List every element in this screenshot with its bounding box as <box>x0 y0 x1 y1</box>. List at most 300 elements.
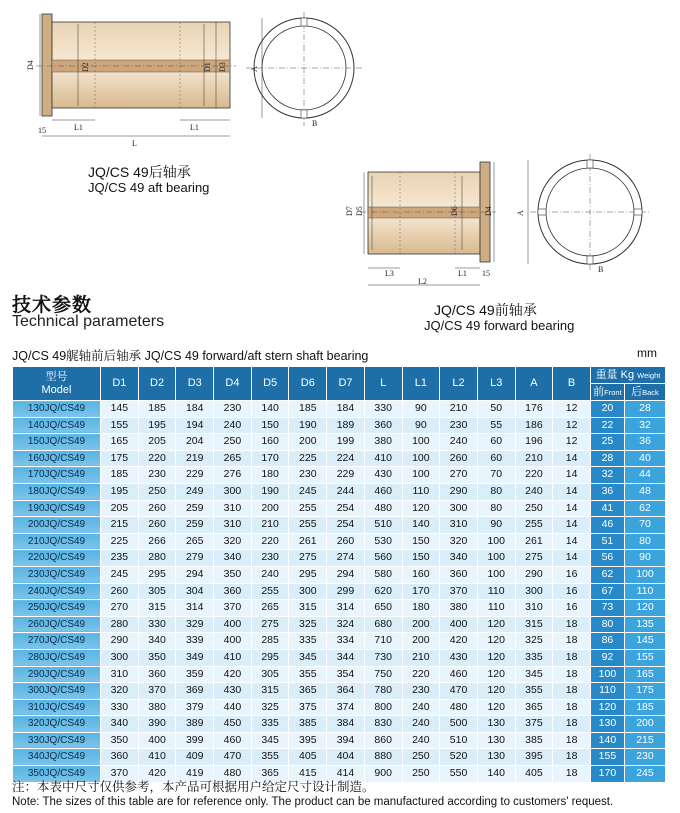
value-cell: 460 <box>214 732 252 749</box>
value-cell: 300 <box>214 483 252 500</box>
table-row <box>13 550 666 567</box>
value-cell: 409 <box>176 749 214 766</box>
weight-back-cell: 245 <box>624 766 665 783</box>
value-cell: 120 <box>477 683 515 700</box>
value-cell: 395 <box>515 749 553 766</box>
weight-back-cell: 70 <box>624 517 665 534</box>
fwd-label-l3: L3 <box>385 269 394 278</box>
value-cell: 580 <box>364 566 402 583</box>
value-cell: 340 <box>101 716 139 733</box>
value-cell: 195 <box>101 483 139 500</box>
note-en: Note: The sizes of this table are for reference only. The product can be manufactured according to customers' request. <box>12 796 614 808</box>
value-cell: 290 <box>440 483 478 500</box>
value-cell: 390 <box>138 716 176 733</box>
value-cell: 325 <box>515 633 553 650</box>
value-cell: 265 <box>214 450 252 467</box>
value-cell: 130 <box>477 749 515 766</box>
value-cell: 229 <box>327 467 365 484</box>
value-cell: 100 <box>477 533 515 550</box>
value-cell: 295 <box>289 566 327 583</box>
value-cell: 140 <box>477 766 515 783</box>
value-cell: 100 <box>402 450 440 467</box>
value-cell: 160 <box>251 434 289 451</box>
value-cell: 18 <box>553 616 591 633</box>
value-cell: 260 <box>101 583 139 600</box>
value-cell: 210 <box>440 401 478 418</box>
value-cell: 12 <box>553 401 591 418</box>
header-col: L <box>364 367 402 401</box>
value-cell: 320 <box>214 533 252 550</box>
value-cell: 389 <box>176 716 214 733</box>
value-cell: 261 <box>289 533 327 550</box>
value-cell: 329 <box>176 616 214 633</box>
header-col: D4 <box>214 367 252 401</box>
value-cell: 354 <box>327 666 365 683</box>
table-row <box>13 716 666 733</box>
value-cell: 196 <box>515 434 553 451</box>
value-cell: 249 <box>176 483 214 500</box>
value-cell: 130 <box>477 716 515 733</box>
value-cell: 240 <box>515 483 553 500</box>
value-cell: 240 <box>402 716 440 733</box>
value-cell: 220 <box>515 467 553 484</box>
value-cell: 150 <box>402 533 440 550</box>
value-cell: 185 <box>289 401 327 418</box>
aft-label-d4: D4 <box>26 60 35 70</box>
value-cell: 550 <box>440 766 478 783</box>
value-cell: 305 <box>251 666 289 683</box>
value-cell: 400 <box>214 633 252 650</box>
value-cell: 140 <box>402 517 440 534</box>
value-cell: 334 <box>327 633 365 650</box>
value-cell: 420 <box>138 766 176 783</box>
value-cell: 120 <box>402 500 440 517</box>
value-cell: 18 <box>553 732 591 749</box>
header-col: D6 <box>289 367 327 401</box>
value-cell: 170 <box>251 450 289 467</box>
value-cell: 295 <box>251 649 289 666</box>
value-cell: 18 <box>553 716 591 733</box>
value-cell: 345 <box>515 666 553 683</box>
aft-label-d2: D2 <box>81 62 90 72</box>
value-cell: 266 <box>138 533 176 550</box>
value-cell: 315 <box>138 600 176 617</box>
value-cell: 245 <box>289 483 327 500</box>
value-cell: 270 <box>440 467 478 484</box>
value-cell: 200 <box>402 616 440 633</box>
value-cell: 18 <box>553 749 591 766</box>
value-cell: 430 <box>440 649 478 666</box>
value-cell: 204 <box>176 434 214 451</box>
value-cell: 350 <box>138 649 176 666</box>
value-cell: 255 <box>289 500 327 517</box>
value-cell: 380 <box>440 600 478 617</box>
value-cell: 220 <box>402 666 440 683</box>
table-title: JQ/CS 49艉轴前后轴承 JQ/CS 49 forward/aft stern shaft bearing <box>12 349 369 363</box>
value-cell: 510 <box>440 732 478 749</box>
value-cell: 150 <box>402 550 440 567</box>
table-row <box>13 566 666 583</box>
aft-caption-en: JQ/CS 49 aft bearing <box>88 180 210 195</box>
value-cell: 364 <box>327 683 365 700</box>
weight-back-cell: 36 <box>624 434 665 451</box>
model-cell: 240JQ/CS49 <box>13 583 101 600</box>
header-back <box>624 384 665 401</box>
value-cell: 480 <box>214 766 252 783</box>
weight-back-cell: 100 <box>624 566 665 583</box>
value-cell: 415 <box>289 766 327 783</box>
model-cell: 190JQ/CS49 <box>13 500 101 517</box>
model-cell: 130JQ/CS49 <box>13 401 101 418</box>
value-cell: 210 <box>515 450 553 467</box>
value-cell: 185 <box>138 401 176 418</box>
header-model-en: Model <box>41 383 72 396</box>
table-row <box>13 649 666 666</box>
value-cell: 375 <box>289 699 327 716</box>
weight-front-cell: 41 <box>590 500 624 517</box>
value-cell: 14 <box>553 550 591 567</box>
weight-front-cell: 67 <box>590 583 624 600</box>
weight-back-cell: 80 <box>624 533 665 550</box>
value-cell: 194 <box>176 417 214 434</box>
weight-front-cell: 130 <box>590 716 624 733</box>
value-cell: 295 <box>138 566 176 583</box>
value-cell: 310 <box>214 517 252 534</box>
model-cell: 160JQ/CS49 <box>13 450 101 467</box>
header-col: B <box>553 367 591 401</box>
value-cell: 320 <box>440 533 478 550</box>
value-cell: 430 <box>214 683 252 700</box>
table-row <box>13 683 666 700</box>
value-cell: 310 <box>440 517 478 534</box>
forward-caption-cn: JQ/CS 49前轴承 <box>434 302 537 318</box>
header-model <box>13 367 101 401</box>
table-row <box>13 583 666 600</box>
value-cell: 330 <box>364 401 402 418</box>
value-cell: 190 <box>251 483 289 500</box>
value-cell: 200 <box>251 500 289 517</box>
value-cell: 175 <box>101 450 139 467</box>
table-row <box>13 401 666 418</box>
value-cell: 16 <box>553 583 591 600</box>
value-cell: 349 <box>176 649 214 666</box>
value-cell: 410 <box>214 649 252 666</box>
weight-back-cell: 40 <box>624 450 665 467</box>
value-cell: 180 <box>251 467 289 484</box>
weight-front-cell: 110 <box>590 683 624 700</box>
value-cell: 300 <box>289 583 327 600</box>
value-cell: 240 <box>440 434 478 451</box>
header-col: D7 <box>327 367 365 401</box>
value-cell: 274 <box>327 550 365 567</box>
value-cell: 470 <box>440 683 478 700</box>
value-cell: 254 <box>327 517 365 534</box>
value-cell: 270 <box>101 600 139 617</box>
section-title-en: Technical parameters <box>12 313 165 330</box>
header-col: A <box>515 367 553 401</box>
value-cell: 80 <box>477 500 515 517</box>
model-cell: 140JQ/CS49 <box>13 417 101 434</box>
value-cell: 12 <box>553 434 591 451</box>
value-cell: 320 <box>101 683 139 700</box>
table-row <box>13 434 666 451</box>
aft-label-l1-left: L1 <box>74 123 83 132</box>
value-cell: 379 <box>176 699 214 716</box>
value-cell: 220 <box>138 450 176 467</box>
value-cell: 294 <box>176 566 214 583</box>
value-cell: 224 <box>327 450 365 467</box>
model-cell: 320JQ/CS49 <box>13 716 101 733</box>
value-cell: 199 <box>327 434 365 451</box>
weight-back-cell: 90 <box>624 550 665 567</box>
value-cell: 384 <box>327 716 365 733</box>
model-cell: 270JQ/CS49 <box>13 633 101 650</box>
value-cell: 380 <box>138 699 176 716</box>
value-cell: 50 <box>477 401 515 418</box>
weight-back-cell: 62 <box>624 500 665 517</box>
value-cell: 176 <box>515 401 553 418</box>
value-cell: 120 <box>477 633 515 650</box>
value-cell: 260 <box>138 500 176 517</box>
spec-table-body <box>13 401 666 783</box>
value-cell: 365 <box>251 766 289 783</box>
value-cell: 410 <box>138 749 176 766</box>
value-cell: 414 <box>327 766 365 783</box>
value-cell: 255 <box>251 583 289 600</box>
value-cell: 16 <box>553 600 591 617</box>
value-cell: 230 <box>138 467 176 484</box>
weight-front-cell: 62 <box>590 566 624 583</box>
value-cell: 860 <box>364 732 402 749</box>
fwd-label-l1: L1 <box>458 269 467 278</box>
value-cell: 300 <box>101 649 139 666</box>
value-cell: 60 <box>477 434 515 451</box>
value-cell: 365 <box>289 683 327 700</box>
value-cell: 405 <box>289 749 327 766</box>
value-cell: 100 <box>402 434 440 451</box>
table-row <box>13 517 666 534</box>
weight-front-cell: 120 <box>590 699 624 716</box>
table-row <box>13 616 666 633</box>
value-cell: 190 <box>289 417 327 434</box>
value-cell: 110 <box>477 583 515 600</box>
value-cell: 430 <box>364 467 402 484</box>
value-cell: 205 <box>101 500 139 517</box>
value-cell: 184 <box>176 401 214 418</box>
model-cell: 310JQ/CS49 <box>13 699 101 716</box>
value-cell: 340 <box>138 633 176 650</box>
value-cell: 229 <box>176 467 214 484</box>
value-cell: 400 <box>440 616 478 633</box>
value-cell: 205 <box>138 434 176 451</box>
weight-back-cell: 28 <box>624 401 665 418</box>
value-cell: 250 <box>515 500 553 517</box>
table-row <box>13 483 666 500</box>
weight-back-cell: 32 <box>624 417 665 434</box>
fwd-label-a: A <box>516 210 525 216</box>
weight-front-cell: 92 <box>590 649 624 666</box>
spec-table <box>12 366 666 783</box>
value-cell: 350 <box>214 566 252 583</box>
value-cell: 420 <box>214 666 252 683</box>
table-row <box>13 732 666 749</box>
value-cell: 230 <box>289 467 327 484</box>
value-cell: 230 <box>440 417 478 434</box>
model-cell: 180JQ/CS49 <box>13 483 101 500</box>
value-cell: 55 <box>477 417 515 434</box>
value-cell: 186 <box>515 417 553 434</box>
value-cell: 280 <box>101 616 139 633</box>
value-cell: 90 <box>402 417 440 434</box>
value-cell: 225 <box>101 533 139 550</box>
weight-back-cell: 155 <box>624 649 665 666</box>
value-cell: 200 <box>402 633 440 650</box>
value-cell: 900 <box>364 766 402 783</box>
weight-back-cell: 135 <box>624 616 665 633</box>
value-cell: 110 <box>402 483 440 500</box>
value-cell: 370 <box>101 766 139 783</box>
value-cell: 250 <box>214 434 252 451</box>
value-cell: 405 <box>515 766 553 783</box>
value-cell: 400 <box>138 732 176 749</box>
value-cell: 375 <box>515 716 553 733</box>
value-cell: 255 <box>515 517 553 534</box>
value-cell: 240 <box>402 732 440 749</box>
value-cell: 12 <box>553 417 591 434</box>
value-cell: 340 <box>214 550 252 567</box>
weight-front-cell: 20 <box>590 401 624 418</box>
value-cell: 14 <box>553 517 591 534</box>
value-cell: 250 <box>402 749 440 766</box>
aft-label-b: B <box>312 119 318 128</box>
value-cell: 265 <box>251 600 289 617</box>
header-back-en: Back <box>642 387 659 397</box>
value-cell: 620 <box>364 583 402 600</box>
value-cell: 335 <box>289 633 327 650</box>
value-cell: 18 <box>553 666 591 683</box>
note-cn: 注：本表中尺寸仅供参考，本产品可根据用户给定尺寸设计制造。 <box>12 780 375 794</box>
value-cell: 380 <box>364 434 402 451</box>
aft-caption-cn: JQ/CS 49后轴承 <box>88 164 191 180</box>
weight-front-cell: 22 <box>590 417 624 434</box>
weight-back-cell: 200 <box>624 716 665 733</box>
aft-bearing-side-view <box>26 14 236 148</box>
value-cell: 275 <box>515 550 553 567</box>
aft-label-l: L <box>132 139 137 148</box>
model-cell: 250JQ/CS49 <box>13 600 101 617</box>
value-cell: 330 <box>101 699 139 716</box>
value-cell: 399 <box>176 732 214 749</box>
value-cell: 100 <box>477 550 515 567</box>
value-cell: 360 <box>364 417 402 434</box>
forward-bearing-side-view <box>345 162 496 286</box>
value-cell: 750 <box>364 666 402 683</box>
weight-back-cell: 145 <box>624 633 665 650</box>
value-cell: 170 <box>402 583 440 600</box>
value-cell: 120 <box>477 616 515 633</box>
value-cell: 385 <box>289 716 327 733</box>
header-front <box>590 384 624 401</box>
value-cell: 374 <box>327 699 365 716</box>
section-title-cn: 技术参数 <box>12 295 93 316</box>
value-cell: 240 <box>251 566 289 583</box>
value-cell: 189 <box>327 417 365 434</box>
value-cell: 145 <box>101 401 139 418</box>
value-cell: 299 <box>327 583 365 600</box>
value-cell: 530 <box>364 533 402 550</box>
value-cell: 120 <box>477 649 515 666</box>
value-cell: 200 <box>289 434 327 451</box>
table-row <box>13 467 666 484</box>
value-cell: 220 <box>251 533 289 550</box>
model-cell: 230JQ/CS49 <box>13 566 101 583</box>
header-col: D3 <box>176 367 214 401</box>
table-row <box>13 600 666 617</box>
value-cell: 254 <box>327 500 365 517</box>
value-cell: 410 <box>364 450 402 467</box>
value-cell: 315 <box>515 616 553 633</box>
value-cell: 279 <box>176 550 214 567</box>
header-back-cn: 后 <box>631 385 643 398</box>
value-cell: 510 <box>364 517 402 534</box>
value-cell: 304 <box>176 583 214 600</box>
value-cell: 261 <box>515 533 553 550</box>
value-cell: 100 <box>477 566 515 583</box>
value-cell: 219 <box>176 450 214 467</box>
header-col: D2 <box>138 367 176 401</box>
value-cell: 250 <box>402 766 440 783</box>
value-cell: 18 <box>553 649 591 666</box>
value-cell: 780 <box>364 683 402 700</box>
table-row <box>13 533 666 550</box>
value-cell: 259 <box>176 517 214 534</box>
value-cell: 195 <box>138 417 176 434</box>
value-cell: 880 <box>364 749 402 766</box>
weight-back-cell: 215 <box>624 732 665 749</box>
value-cell: 230 <box>402 683 440 700</box>
value-cell: 18 <box>553 633 591 650</box>
value-cell: 180 <box>402 600 440 617</box>
value-cell: 275 <box>251 616 289 633</box>
weight-back-cell: 230 <box>624 749 665 766</box>
table-row <box>13 749 666 766</box>
model-cell: 170JQ/CS49 <box>13 467 101 484</box>
value-cell: 18 <box>553 766 591 783</box>
fwd-label-d4: D4 <box>484 206 493 216</box>
value-cell: 18 <box>553 699 591 716</box>
value-cell: 325 <box>289 616 327 633</box>
header-weight <box>590 367 665 384</box>
weight-back-cell: 48 <box>624 483 665 500</box>
value-cell: 350 <box>101 732 139 749</box>
value-cell: 400 <box>214 616 252 633</box>
model-cell: 290JQ/CS49 <box>13 666 101 683</box>
value-cell: 290 <box>515 566 553 583</box>
table-row <box>13 450 666 467</box>
aft-bearing-end-view <box>246 12 362 128</box>
value-cell: 16 <box>553 566 591 583</box>
value-cell: 130 <box>477 732 515 749</box>
value-cell: 310 <box>515 600 553 617</box>
value-cell: 355 <box>289 666 327 683</box>
weight-front-cell: 100 <box>590 666 624 683</box>
fwd-label-15: 15 <box>482 269 490 278</box>
header-model-cn: 型号 <box>45 370 68 383</box>
header-weight-en: Weight <box>637 370 661 380</box>
forward-caption-en: JQ/CS 49 forward bearing <box>424 318 575 333</box>
value-cell: 360 <box>101 749 139 766</box>
aft-label-d1: D1 <box>203 62 212 72</box>
